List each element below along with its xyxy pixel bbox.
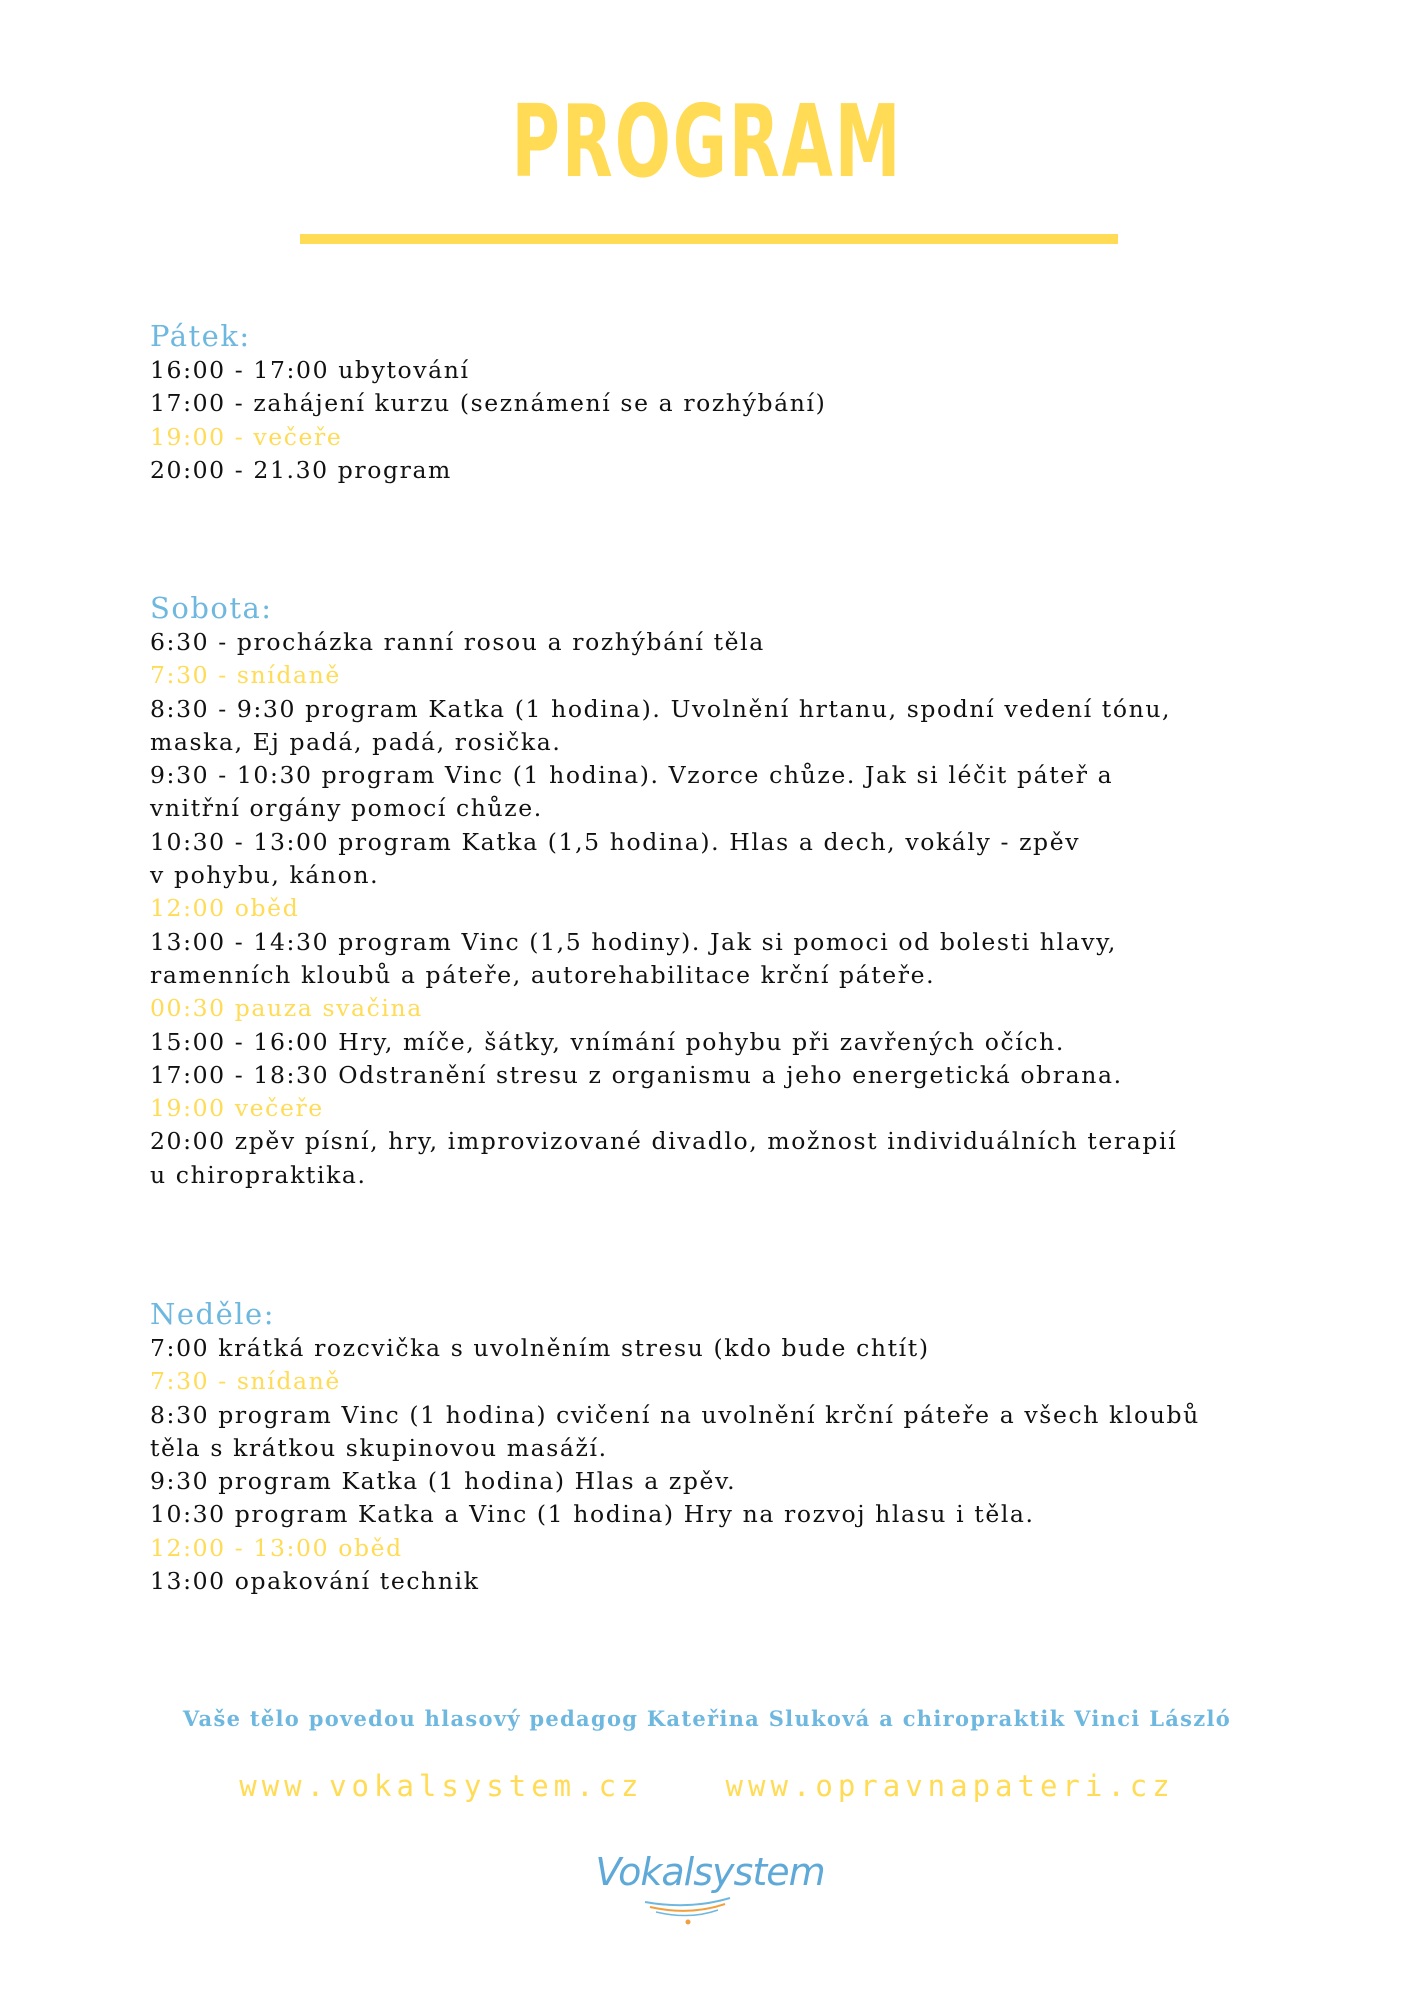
schedule-item: těla s krátkou skupinovou masáží. — [150, 1433, 608, 1462]
schedule-item: 9:30 program Katka (1 hodina) Hlas a zpěv. — [150, 1467, 737, 1496]
schedule-item: 20:00 - 21.30 program — [150, 455, 452, 484]
meal-time-item: 7:30 - snídaně — [150, 1367, 341, 1396]
day-heading: Sobota: — [150, 591, 273, 625]
schedule-item: 15:00 - 16:00 Hry, míče, šátky, vnímání pohybu při zavřených očích. — [150, 1027, 1065, 1056]
schedule-item: 17:00 - 18:30 Odstranění stresu z organismu a jeho energetická obrana. — [150, 1060, 1123, 1089]
day-section-sunday — [150, 1296, 1300, 1598]
day-heading: Neděle: — [150, 1297, 275, 1331]
website-link-vokalsystem[interactable]: www.vokalsystem.cz — [239, 1769, 644, 1803]
schedule-item: ramenních kloubů a páteře, autorehabilitace krční páteře. — [150, 960, 936, 989]
schedule-item: 9:30 - 10:30 program Vinc (1 hodina). Vzorce chůze. Jak si léčit páteř a — [150, 761, 1114, 790]
schedule-item: 7:00 krátká rozcvička s uvolněním stresu (kdo bude chtít) — [150, 1334, 930, 1362]
page-title: PROGRAM — [511, 83, 903, 200]
schedule-item: 10:30 program Katka a Vinc (1 hodina) Hry na rozvoj hlasu i těla. — [150, 1500, 1035, 1529]
schedule-item: 16:00 - 17:00 ubytování — [150, 356, 470, 384]
schedule-item: 6:30 - procházka ranní rosou a rozhýbání těla — [150, 628, 765, 656]
meal-time-item: 12:00 - 13:00 oběd — [150, 1533, 403, 1562]
title-underline — [300, 234, 1118, 244]
schedule-item: 10:30 - 13:00 program Katka (1,5 hodina). Hlas a dech, vokály - zpěv — [150, 827, 1081, 856]
meal-time-item: 19:00 večeře — [150, 1094, 324, 1123]
day-section-saturday — [150, 590, 1300, 1192]
schedule-item: maska, Ej padá, padá, rosička. — [150, 727, 562, 756]
schedule-list — [150, 1332, 1300, 1598]
schedule-item: 13:00 - 14:30 program Vinc (1,5 hodiny). Jak si pomoci od bolesti hlavy, — [150, 927, 1117, 956]
meal-time-item: 00:30 pauza svačina — [150, 994, 423, 1023]
logo-wordmark: Vokalsystem — [595, 1850, 825, 1894]
schedule-item: 20:00 zpěv písní, hry, improvizované divadlo, možnost individuálních terapií — [150, 1127, 1178, 1156]
schedule-item: 8:30 - 9:30 program Katka (1 hodina). Uvolnění hrtanu, spodní vedení tónu, — [150, 694, 1172, 723]
schedule-item: v pohybu, kánon. — [150, 861, 380, 890]
meal-time-item: 12:00 oběd — [150, 894, 300, 923]
schedule-item: u chiropraktika. — [150, 1160, 367, 1189]
meal-time-item: 7:30 - snídaně — [150, 661, 341, 690]
schedule-list — [150, 626, 1300, 1192]
website-link-opravnapateri[interactable]: www.opravnapateri.cz — [725, 1769, 1175, 1803]
schedule-item: 13:00 opakování technik — [150, 1567, 480, 1596]
day-section-friday — [150, 318, 1300, 487]
logo-wave-icon — [590, 1850, 830, 1930]
schedule-item: vnitřní orgány pomocí chůze. — [150, 794, 543, 823]
schedule-item: 17:00 - zahájení kurzu (seznámení se a rozhýbání) — [150, 389, 827, 418]
schedule-list — [150, 354, 1300, 487]
website-links — [0, 1769, 1414, 1803]
schedule-item: 8:30 program Vinc (1 hodina) cvičení na uvolnění krční páteře a všech kloubů — [150, 1400, 1200, 1429]
vokalsystem-logo — [590, 1850, 830, 1930]
meal-time-item: 19:00 - večeře — [150, 422, 343, 451]
day-heading: Pátek: — [150, 319, 251, 353]
instructors-note: Vaše tělo povedou hlasový pedagog Kateřina Sluková a chiropraktik Vinci László — [182, 1706, 1232, 1731]
